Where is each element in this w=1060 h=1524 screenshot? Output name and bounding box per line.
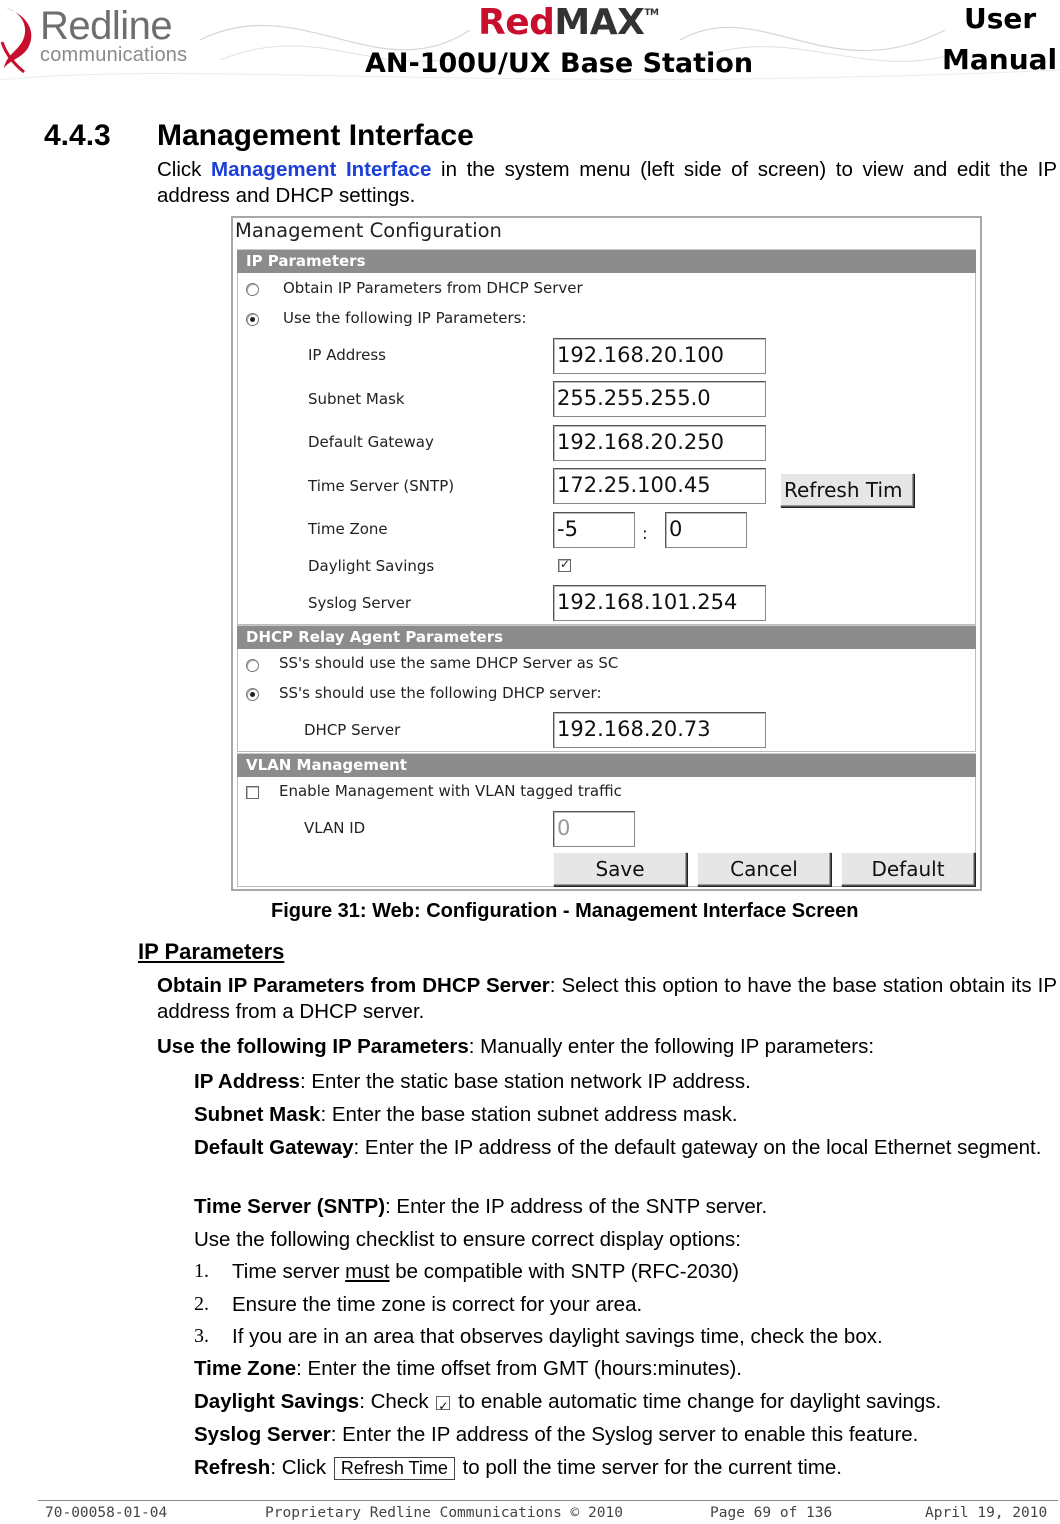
- time-zone-label: Time Zone: [308, 520, 388, 538]
- time-zone-minutes-input[interactable]: 0: [665, 512, 747, 548]
- product-name: AN-100U/UX Base Station: [365, 48, 754, 79]
- redline-mark-icon: [0, 2, 40, 78]
- time-zone-separator: :: [642, 524, 648, 544]
- footer-date: April 19, 2010: [925, 1505, 1048, 1521]
- list-item-number: 2.: [194, 1293, 209, 1315]
- syslog-server-label: Syslog Server: [308, 594, 412, 612]
- ip-parameters-subheading: IP Parameters: [138, 939, 285, 964]
- refresh-time-button[interactable]: Refresh Tim: [780, 473, 914, 507]
- daylight-savings-checkbox[interactable]: [558, 559, 571, 572]
- static-ip-option-label: Use the following IP Parameters:: [283, 309, 527, 327]
- doc-type-manual: Manual: [942, 43, 1058, 76]
- figure-caption: Figure 31: Web: Configuration - Management Interface Screen: [271, 900, 859, 922]
- daylight-savings-label: Daylight Savings: [308, 557, 435, 575]
- list-item-number: 1.: [194, 1260, 209, 1282]
- time-server-input[interactable]: 172.25.100.45: [553, 468, 766, 504]
- default-button[interactable]: Default: [841, 852, 975, 886]
- subnet-mask-input[interactable]: 255.255.255.0: [553, 381, 766, 417]
- list-item-number: 3.: [194, 1325, 209, 1347]
- time-zone-hours-input[interactable]: -5: [553, 512, 635, 548]
- ip-parameters-header: IP Parameters: [237, 249, 976, 273]
- syslog-server-input[interactable]: 192.168.101.254: [553, 585, 766, 621]
- doc-type-user: User: [964, 2, 1037, 35]
- redline-logo: [0, 2, 205, 78]
- relay-same-server-label: SS's should use the same DHCP Server as SC: [279, 654, 619, 672]
- daylight-savings-description: Daylight Savings: Check ✓ to enable automatic time change for daylight savings.: [194, 1389, 941, 1415]
- default-gateway-label: Default Gateway: [308, 433, 434, 451]
- vlan-management-header: VLAN Management: [237, 753, 976, 777]
- footer-copyright: Proprietary Redline Communications © 2010: [265, 1505, 623, 1521]
- page-header: [0, 0, 1060, 88]
- refresh-time-button-sample: Refresh Time: [334, 1457, 455, 1480]
- subnet-mask-label: Subnet Mask: [308, 390, 405, 408]
- ip-address-label: IP Address: [308, 346, 386, 364]
- vlan-enable-label: Enable Management with VLAN tagged traffic: [279, 782, 622, 800]
- relay-same-server-radio[interactable]: [246, 659, 259, 672]
- time-server-description: Time Server (SNTP): Enter the IP address of the SNTP server.: [194, 1195, 768, 1218]
- relay-following-server-label: SS's should use the following DHCP server:: [279, 684, 602, 702]
- dhcp-relay-header: DHCP Relay Agent Parameters: [237, 625, 976, 649]
- subnet-mask-description: Subnet Mask: Enter the base station subnet address mask.: [194, 1103, 738, 1126]
- vlan-id-label: VLAN ID: [304, 819, 366, 837]
- menu-reference: Management Interface: [211, 158, 432, 181]
- list-item: If you are in an area that observes daylight savings time, check the box.: [232, 1325, 883, 1348]
- footer-divider: [38, 1500, 1058, 1501]
- checkbox-icon: [436, 1396, 450, 1410]
- cancel-button[interactable]: Cancel: [697, 852, 831, 886]
- footer-doc-id: 70-00058-01-04: [45, 1505, 168, 1521]
- ip-address-input[interactable]: 192.168.20.100: [553, 338, 766, 374]
- list-item: Ensure the time zone is correct for your area.: [232, 1293, 643, 1316]
- relay-following-server-radio[interactable]: [246, 688, 259, 701]
- dhcp-server-label: DHCP Server: [304, 721, 401, 739]
- footer-page-number: Page 69 of 136: [710, 1505, 833, 1521]
- static-ip-radio[interactable]: [246, 313, 259, 326]
- dhcp-radio[interactable]: [246, 283, 259, 296]
- dhcp-server-input[interactable]: 192.168.20.73: [553, 712, 766, 748]
- refresh-description: Refresh: Click Refresh Time to poll the time server for the current time.: [194, 1456, 842, 1479]
- save-button[interactable]: Save: [553, 852, 687, 886]
- logo-subtitle: communications: [40, 44, 188, 66]
- list-item: Time server must be compatible with SNTP (RFC-2030): [232, 1260, 739, 1283]
- dhcp-option-label: Obtain IP Parameters from DHCP Server: [283, 279, 583, 297]
- dhcp-description: Obtain IP Parameters from DHCP Server: Select this option to have the base station obtain its IP address from a DHCP server.: [157, 974, 1057, 1023]
- time-server-label: Time Server (SNTP): [308, 477, 455, 495]
- logo-wordmark: Redline: [40, 4, 173, 48]
- time-zone-description: Time Zone: Enter the time offset from GMT (hours:minutes).: [194, 1357, 742, 1380]
- ip-address-description: IP Address: Enter the static base station network IP address.: [194, 1070, 751, 1093]
- redmax-brand: RedMAX™: [478, 2, 659, 43]
- default-gateway-input[interactable]: 192.168.20.250: [553, 425, 766, 461]
- vlan-enable-checkbox[interactable]: [246, 786, 259, 799]
- intro-paragraph: Click Management Interface in the system menu (left side of screen) to view and edit the IP address and DHCP settings.: [157, 158, 1058, 207]
- section-title: Management Interface: [157, 119, 474, 152]
- section-number: 4.4.3: [44, 119, 111, 152]
- gateway-description: Default Gateway: Enter the IP address of the default gateway on the local Ethernet segment.: [194, 1136, 1042, 1159]
- panel-title: Management Configuration: [235, 219, 502, 242]
- vlan-id-input[interactable]: 0: [553, 811, 635, 847]
- syslog-description: Syslog Server: Enter the IP address of the Syslog server to enable this feature.: [194, 1423, 919, 1446]
- checklist-intro: Use the following checklist to ensure correct display options:: [194, 1228, 741, 1251]
- static-description: Use the following IP Parameters: Manually enter the following IP parameters:: [157, 1035, 875, 1058]
- management-config-screenshot: [231, 216, 982, 891]
